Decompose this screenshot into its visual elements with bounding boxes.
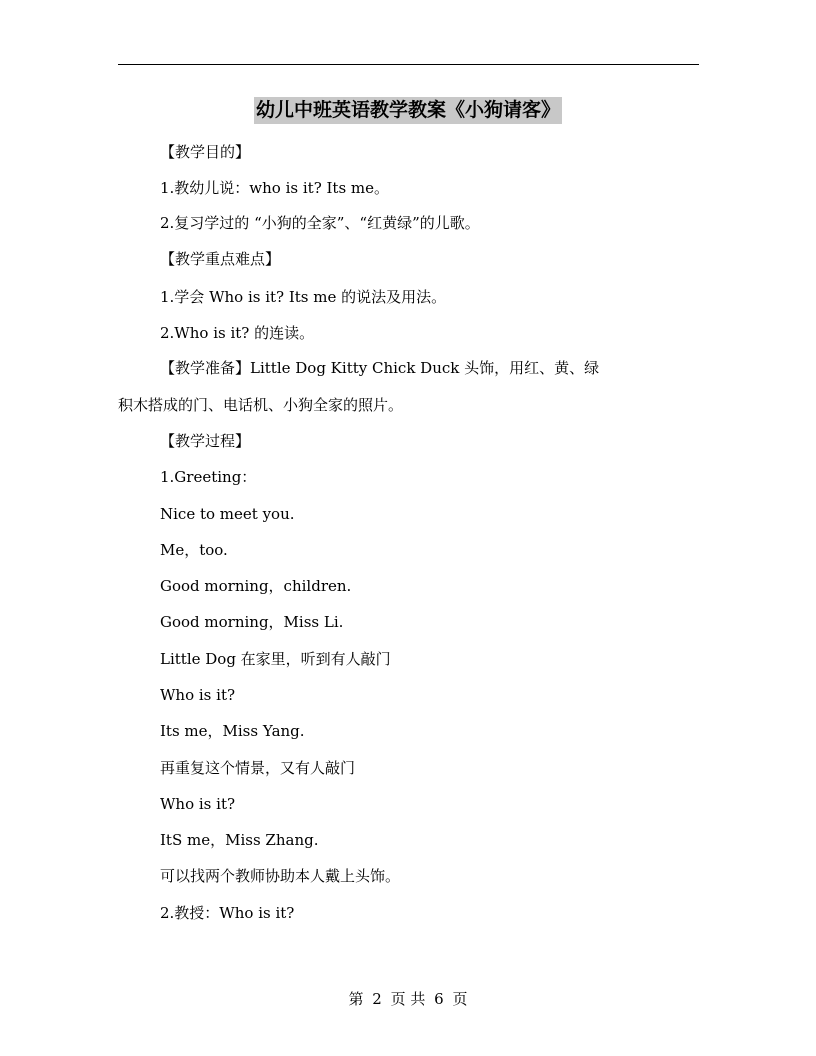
text-line: Nice to meet you. [160,505,295,523]
text-line: 1.Greeting： [160,468,257,486]
footer-prefix: 第 [348,990,364,1008]
text-line: Good morning，Miss Li. [160,613,344,631]
text-line: 积木搭成的门、电话机、小狗全家的照片。 [118,396,404,414]
text-line: 1.学会 Who is it? Its me 的说法及用法。 [160,288,447,306]
text-line: Good morning，children. [160,577,352,595]
text-line: Who is it? [160,686,236,704]
text-line: 2.复习学过的 “小狗的全家”、“红黄绿”的儿歌。 [160,214,480,232]
text-line: 再重复这个情景，又有人敲门 [160,759,356,777]
document-title: 幼儿中班英语教学教案《小狗请客》 [254,97,562,124]
text-line: 【教学目的】 [160,143,251,161]
document-title-wrap [0,97,816,124]
footer-middle: 页 共 [390,990,426,1008]
text-line: 【教学过程】 [160,432,251,450]
text-line: Me，too. [160,541,228,559]
page-footer [0,989,816,1009]
text-line: Little Dog 在家里，听到有人敲门 [160,650,391,668]
text-line: 2.教授：Who is it? [160,904,295,922]
header-rule [118,64,699,65]
text-line: 可以找两个教师协助本人戴上头饰。 [160,867,401,885]
text-line: 【教学准备】Little Dog Kitty Chick Duck 头饰，用红、黄、绿 [160,359,600,377]
text-line: 2.Who is it? 的连读。 [160,324,315,342]
text-line: 【教学重点难点】 [160,250,281,268]
text-line: Its me，Miss Yang. [160,722,305,740]
text-line: 1.教幼儿说：who is it? Its me。 [160,179,390,197]
footer-total-pages: 6 [434,990,444,1008]
text-line: Who is it? [160,795,236,813]
text-line: ItS me，Miss Zhang. [160,831,319,849]
footer-page-number: 2 [372,990,382,1008]
footer-suffix: 页 [452,990,468,1008]
